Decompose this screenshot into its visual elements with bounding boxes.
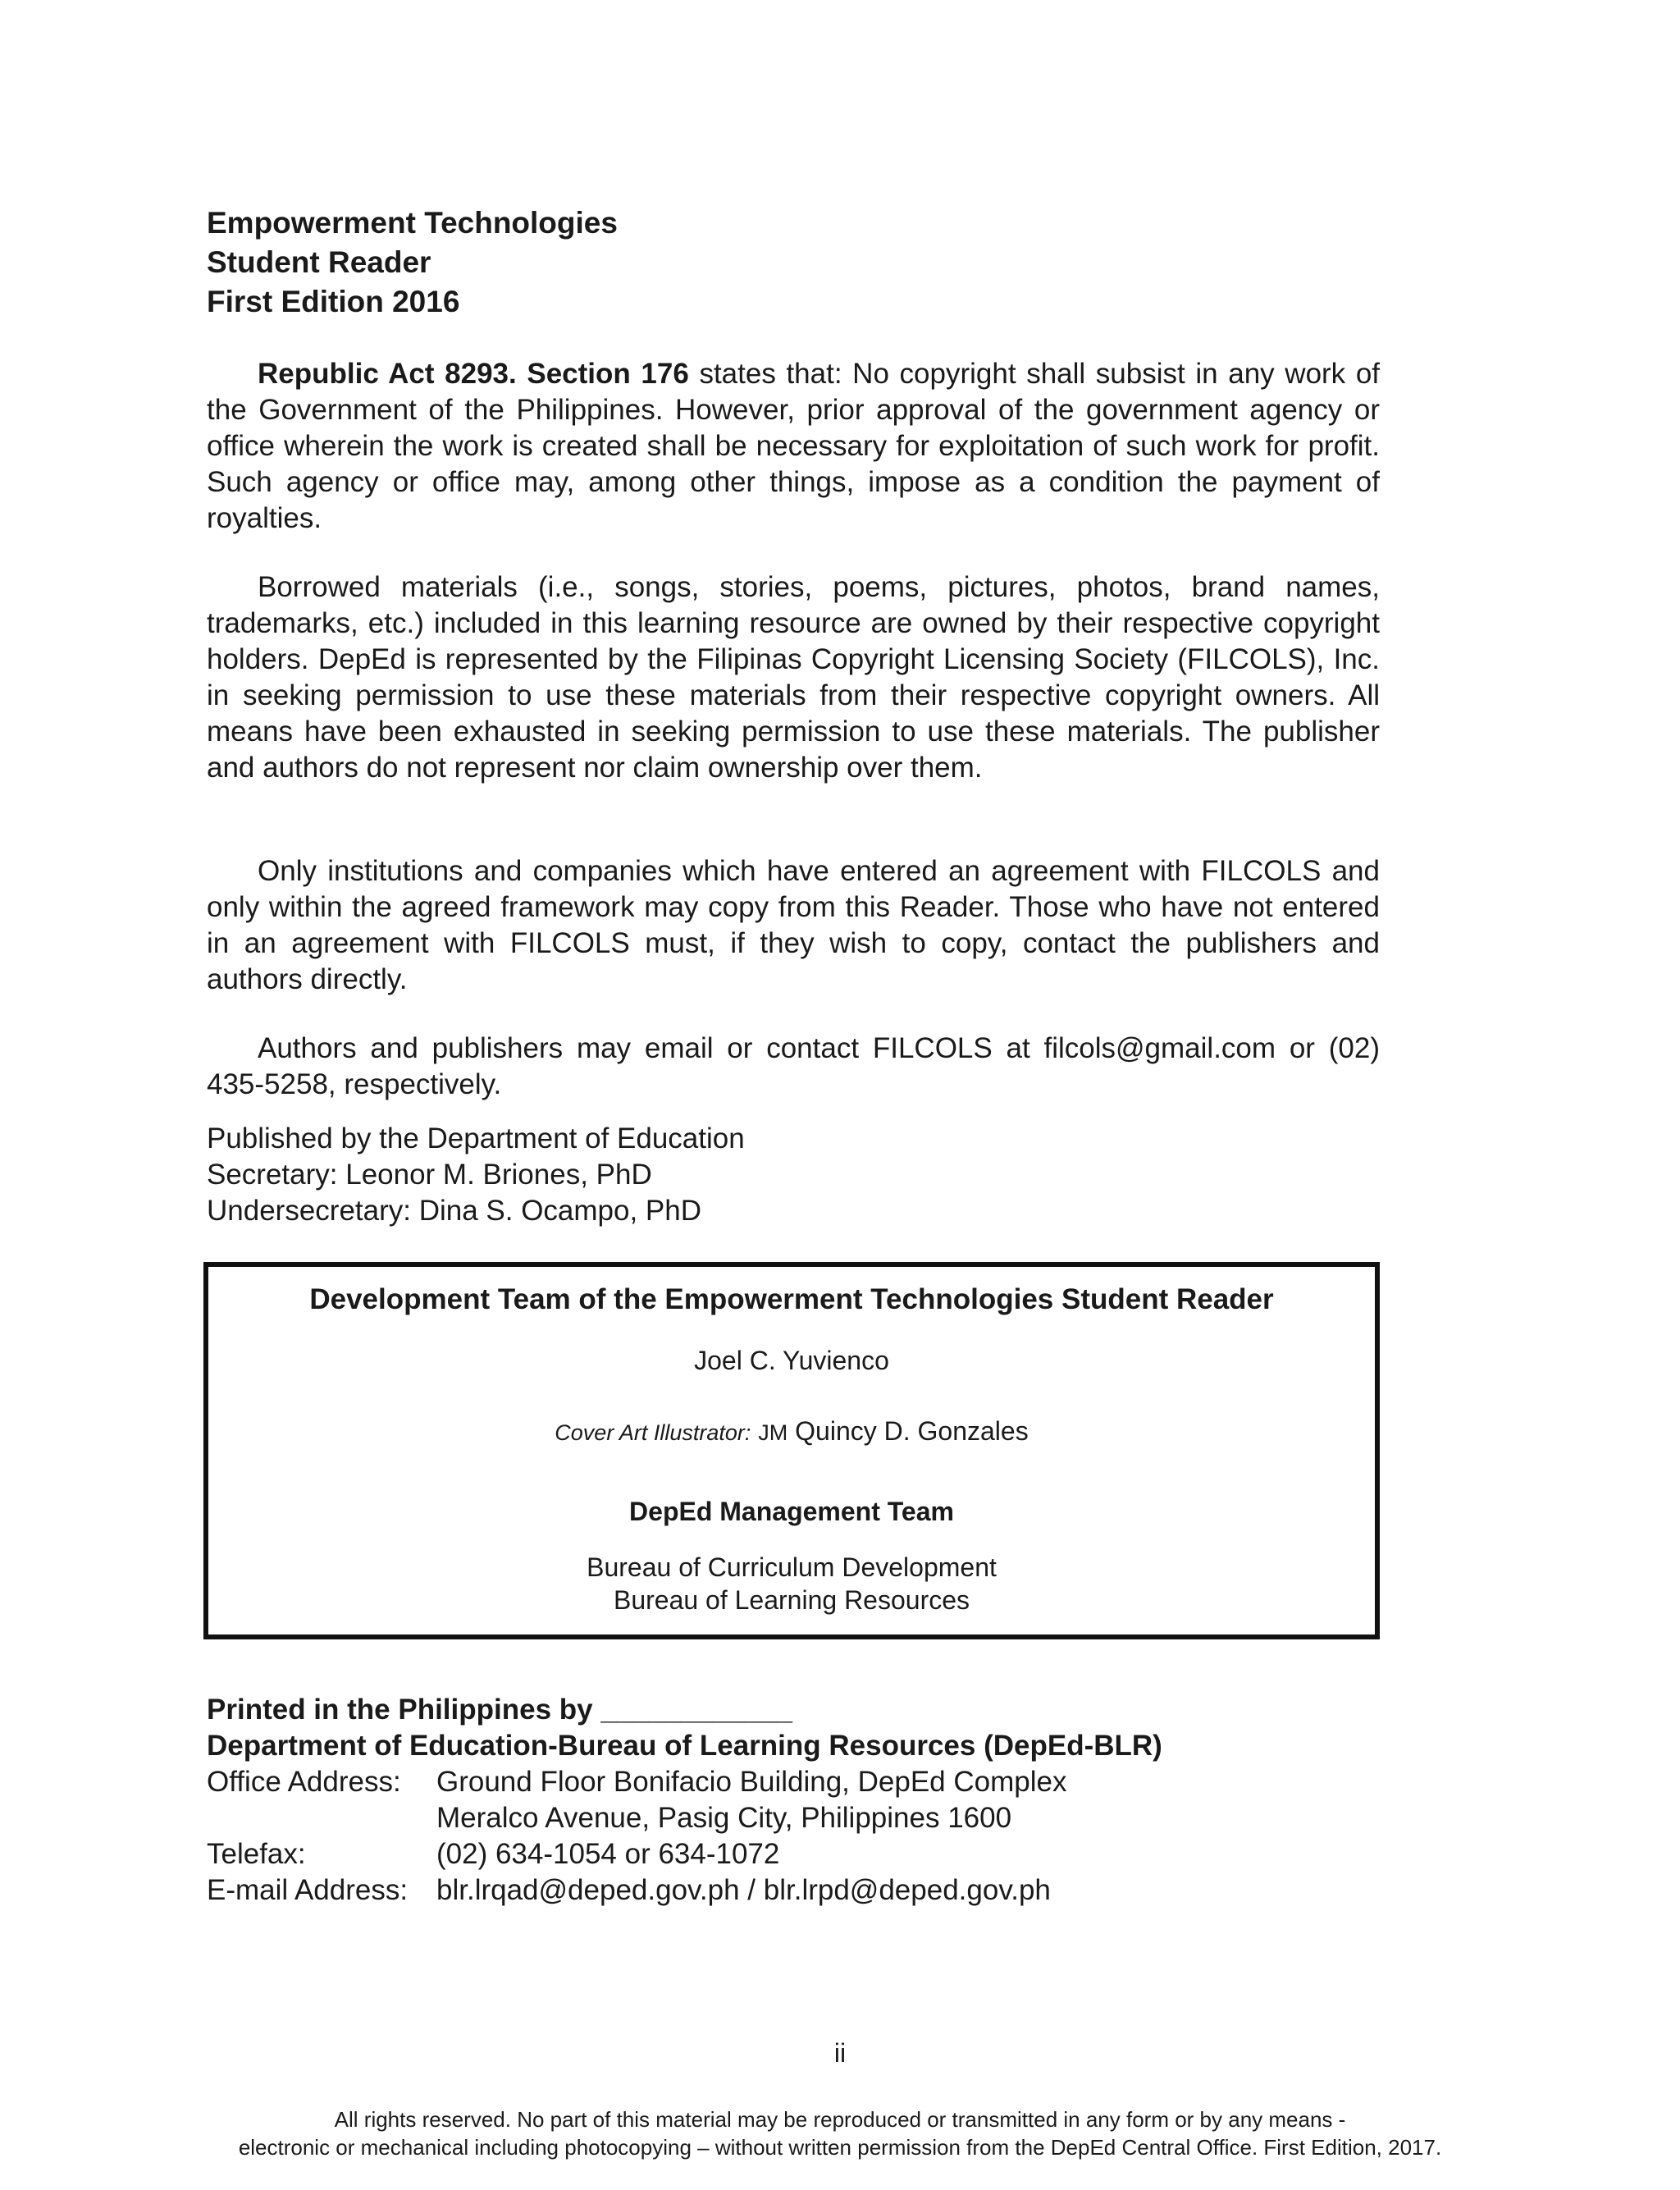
copyright-paragraph-ra8293 — [207, 356, 1380, 537]
ra8293-text: states that: No copyright shall subsist in any work of the Government of the Philippines. However, prior approval of the government agency or office wherein the work is created shall be necessary for exploitation of such work for profit. Such agency or office may, among other things, impose as a condition the payment of royalties. — [207, 358, 1381, 534]
office-address-row — [207, 1764, 1396, 1800]
email-label: E-mail Address: — [207, 1874, 409, 1906]
title-block — [207, 203, 1380, 322]
secretary: Secretary: Leonor M. Briones, PhD — [207, 1159, 652, 1191]
printing-block — [207, 1692, 1396, 1909]
management-team-heading: DepEd Management Team — [629, 1497, 954, 1526]
book-title: Empowerment Technologies — [207, 206, 618, 240]
office-address-line1: Ground Floor Bonifacio Building, DepEd Complex — [436, 1766, 1067, 1798]
email-row — [207, 1872, 1396, 1909]
telefax-value: (02) 634-1054 or 634-1072 — [436, 1838, 780, 1870]
undersecretary: Undersecretary: Dina S. Ocampo, PhD — [207, 1195, 702, 1227]
illustrator-initials: JM — [758, 1420, 788, 1445]
department-name: Department of Education-Bureau of Learning Resources (DepEd-BLR) — [207, 1730, 1162, 1762]
publisher-block — [207, 1121, 1380, 1229]
borrowed-materials-paragraph: Borrowed materials (i.e., songs, stories, poems, pictures, photos, brand names, trademarks, etc.) included in this learning resource are owned by their respective copyright holders. DepEd is represented by the Filipinas Copyright Licensing Society (FILCOLS), Inc. in seeking permission to use these materials from their respective copyright owners. All means have been exhausted in seeking permission to use these materials. The publisher and authors do not represent nor claim ownership over them. — [207, 571, 1380, 784]
development-team-box — [203, 1262, 1380, 1639]
development-team-heading: Development Team of the Empowerment Technologies Student Reader — [309, 1283, 1274, 1315]
illustrator-role: Cover Art Illustrator: — [555, 1420, 751, 1445]
cover-illustrator — [208, 1415, 1375, 1449]
footer-line1: All rights reserved. No part of this material may be reproduced or transmitted in any form or by any means - — [334, 2107, 1346, 2132]
filcols-contact-paragraph: Authors and publishers may email or contact FILCOLS at filcols@gmail.com or (02) 435-5258, respectively. — [207, 1032, 1380, 1100]
published-by: Published by the Department of Education — [207, 1122, 745, 1154]
footer-line2: electronic or mechanical including photocopying – without written permission from the DepEd Central Office. First Edition, 2017. — [238, 2135, 1442, 2160]
bureau-curriculum: Bureau of Curriculum Development — [587, 1552, 997, 1582]
filcols-agreement-paragraph: Only institutions and companies which have entered an agreement with FILCOLS and only within the agreed framework may copy from this Reader. Those who have not entered in an agreement with FILCOLS must, if they wish to copy, contact the publishers and authors directly. — [207, 855, 1380, 995]
telefax-row — [207, 1836, 1396, 1872]
book-edition: First Edition 2016 — [207, 285, 460, 318]
book-subtitle: Student Reader — [207, 245, 431, 279]
page-number: ii — [833, 2038, 847, 2068]
telefax-label: Telefax: — [207, 1838, 306, 1870]
ra8293-reference: Republic Act 8293. Section 176 — [258, 358, 689, 390]
illustrator-name: Quincy D. Gonzales — [795, 1416, 1029, 1446]
bureau-list — [208, 1551, 1375, 1616]
author-name: Joel C. Yuvienco — [694, 1346, 889, 1375]
printed-by: Printed in the Philippines by ____________ — [207, 1694, 792, 1726]
rights-footer — [0, 2105, 1680, 2161]
office-address-label: Office Address: — [207, 1766, 401, 1798]
email-value: blr.lrqad@deped.gov.ph / blr.lrpd@deped.gov.ph — [436, 1874, 1051, 1906]
office-address-line2: Meralco Avenue, Pasig City, Philippines 1600 — [436, 1802, 1012, 1834]
bureau-learning-resources: Bureau of Learning Resources — [613, 1585, 970, 1615]
